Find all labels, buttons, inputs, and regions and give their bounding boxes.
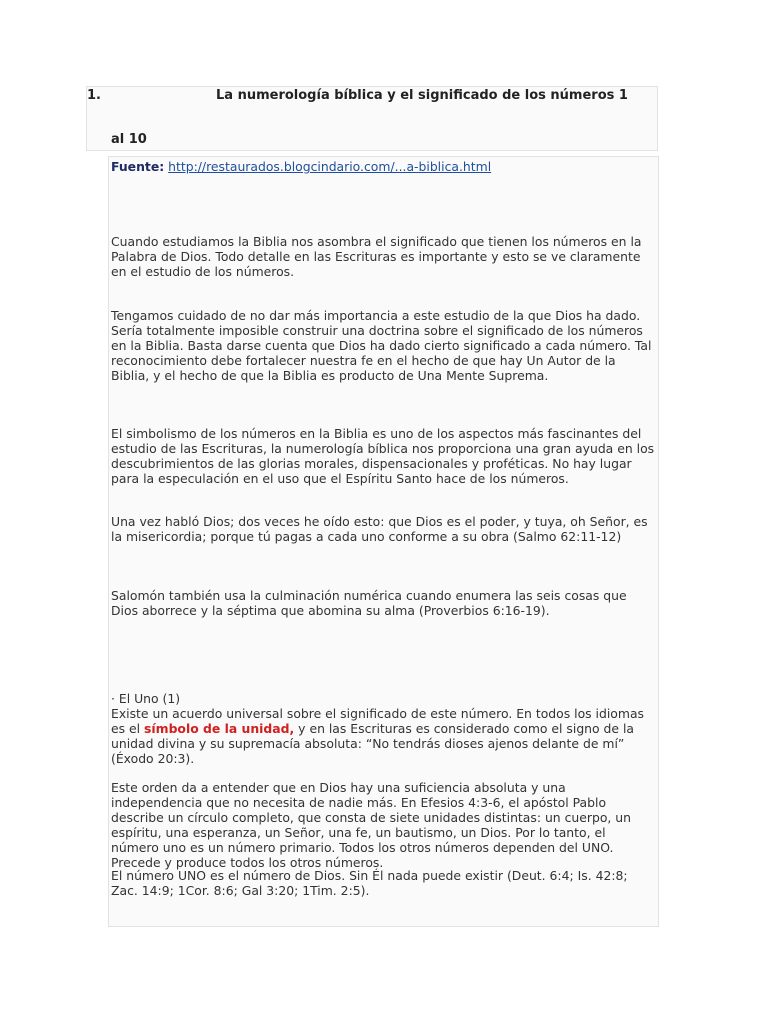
paragraph-intro: Cuando estudiamos la Biblia nos asombra el significado que tienen los números en la Palabra de Dios. Todo detalle en las Escrituras es importante y esto se ve claramente en el estudio de los números. [111, 234, 642, 279]
section-uno-paragraph-3: El número UNO es el número de Dios. Sin Él nada puede existir (Deut. 6:4; Is. 42:8; Zac. 14:9; 1Cor. 8:6; Gal 3:20; 1Tim. 2:5). [111, 868, 628, 898]
heading-title-continuation: al 10 [111, 132, 147, 147]
heading-number: 1. [87, 88, 101, 103]
uno-text-after: y en las Escrituras es considerado como el signo de la unidad divina y su supremacía absoluta: “No tendrás dioses ajenos delante de mí” (Éxodo 20:3). [111, 721, 635, 766]
source-line [111, 159, 656, 174]
paragraph-symbolism: El simbolismo de los números en la Biblia es uno de los aspectos más fascinantes del estudio de las Escrituras, la numerología bíblica nos proporciona una gran ayuda en los descubrimientos de las glorias morales, dispensacionales y proféticas. No hay lugar para la especulación en el uso que el Espíritu Santo hace de los números. [111, 426, 655, 486]
section-uno-title: · El Uno (1) [111, 691, 181, 706]
paragraph-psalm: Una vez habló Dios; dos veces he oído esto: que Dios es el poder, y tuya, oh Señor, es la misericordia; porque tú pagas a cada uno conforme a su obra (Salmo 62:11-12) [111, 514, 648, 544]
source-link[interactable]: http://restaurados.blogcindario.com/...a-biblica.html [168, 159, 492, 174]
article-content [108, 156, 659, 927]
uno-highlight: símbolo de la unidad, [144, 721, 295, 736]
source-label: Fuente: [111, 159, 165, 174]
heading-title: La numerología bíblica y el significado de los números 1 [216, 88, 628, 103]
paragraph-proverbs: Salomón también usa la culminación numérica cuando enumera las seis cosas que Dios aborrece y la séptima que abomina su alma (Proverbios 6:16-19). [111, 588, 627, 618]
paragraph-caution: Tengamos cuidado de no dar más importancia a este estudio de la que Dios ha dado. Sería totalmente imposible construir una doctrina sobre el significado de los números en la Biblia. Basta darse cuenta que Dios ha dado cierto significado a cada número. Tal reconocimiento debe fortalecer nuestra fe en el hecho de que hay Un Autor de la Biblia, y el hecho de que la Biblia es producto de Una Mente Suprema. [111, 308, 652, 383]
section-uno-paragraph-1 [111, 706, 656, 766]
uno-text-before: Existe un acuerdo universal sobre el significado de este número. En todos los idiomas es el [111, 706, 644, 736]
section-uno-paragraph-2: Este orden da a entender que en Dios hay una suficiencia absoluta y una independencia que no necesita de nadie más. En Efesios 4:3-6, el apóstol Pablo describe un círculo completo, que consta de siete unidades distintas: un cuerpo, un espíritu, una esperanza, un Señor, una fe, un bautismo, un Dios. Por lo tanto, el número uno es un número primario. Todos los otros números dependen del UNO. Precede y produce todos los otros números. [111, 780, 632, 870]
heading-box [86, 86, 658, 151]
